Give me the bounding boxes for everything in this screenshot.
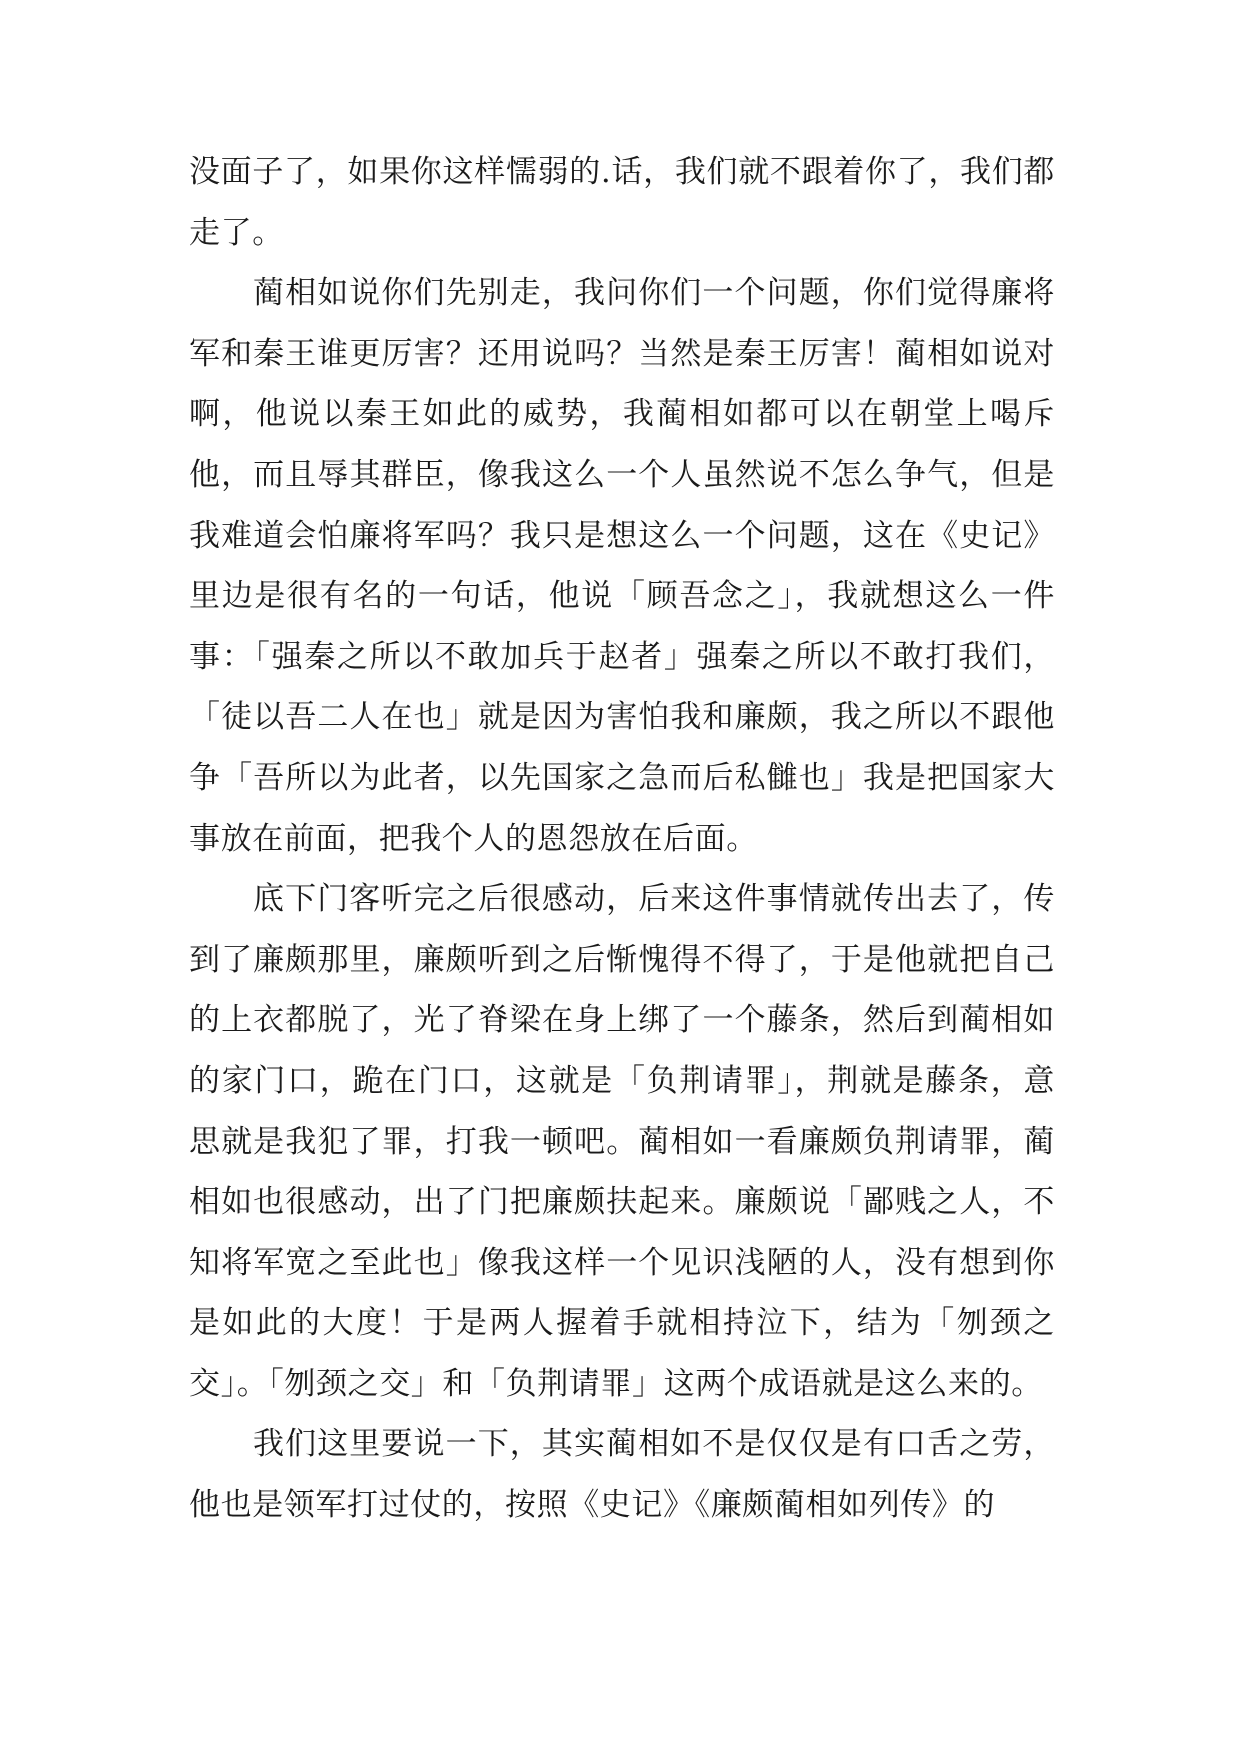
paragraph-fu-jing-qing-zui: 底下门客听完之后很感动，后来这件事情就传出去了，传到了廉颇那里，廉颇听到之后惭愧得不得了，于是他就把自己的上衣都脱了，光了脊梁在身上绑了一个藤条，然后到蔺相如的家门口，跪在门口，这就是「负荆请罪」，荆就是藤条，意思就是我犯了罪，打我一顿吧。蔺相如一看廉颇负荆请罪，蔺相如也很感动，出了门把廉颇扶起来。廉颇说「鄙贱之人，不知将军宽之至此也」像我这样一个见识浅陋的人，没有想到你是如此的大度！于是两人握着手就相持泣下，结为「刎颈之交」。「刎颈之交」和「负荆请罪」这两个成语就是这么来的。 [189,881,1055,1402]
paragraph-continued: 没面子了，如果你这样懦弱的.话，我们就不跟着你了，我们都走了。 [189,154,1055,251]
paragraph-military-career: 我们这里要说一下，其实蔺相如不是仅仅是有口舌之劳，他也是领军打过仗的，按照《史记》《廉颇蔺相如列传》的 [189,1426,1055,1524]
paragraph-lin-xiangru-reply: 蔺相如说你们先别走，我问你们一个问题，你们觉得廉将军和秦王谁更厉害？还用说吗？当然是秦王厉害！蔺相如说对啊，他说以秦王如此的威势，我蔺相如都可以在朝堂上喝斥他，而且辱其群臣，像我这么一个人虽然说不怎么争气，但是我难道会怕廉将军吗？我只是想这么一个问题，这在《史记》里边是很有名的一句话，他说「顾吾念之」，我就想这么一件事：「强秦之所以不敢加兵于赵者」强秦之所以不敢打我们，「徒以吾二人在也」就是因为害怕我和廉颇，我之所以不跟他争「吾所以为此者，以先国家之急而后私雠也」我是把国家大事放在前面，把我个人的恩怨放在后面。 [189,275,1055,857]
document-page [189,142,1055,1536]
